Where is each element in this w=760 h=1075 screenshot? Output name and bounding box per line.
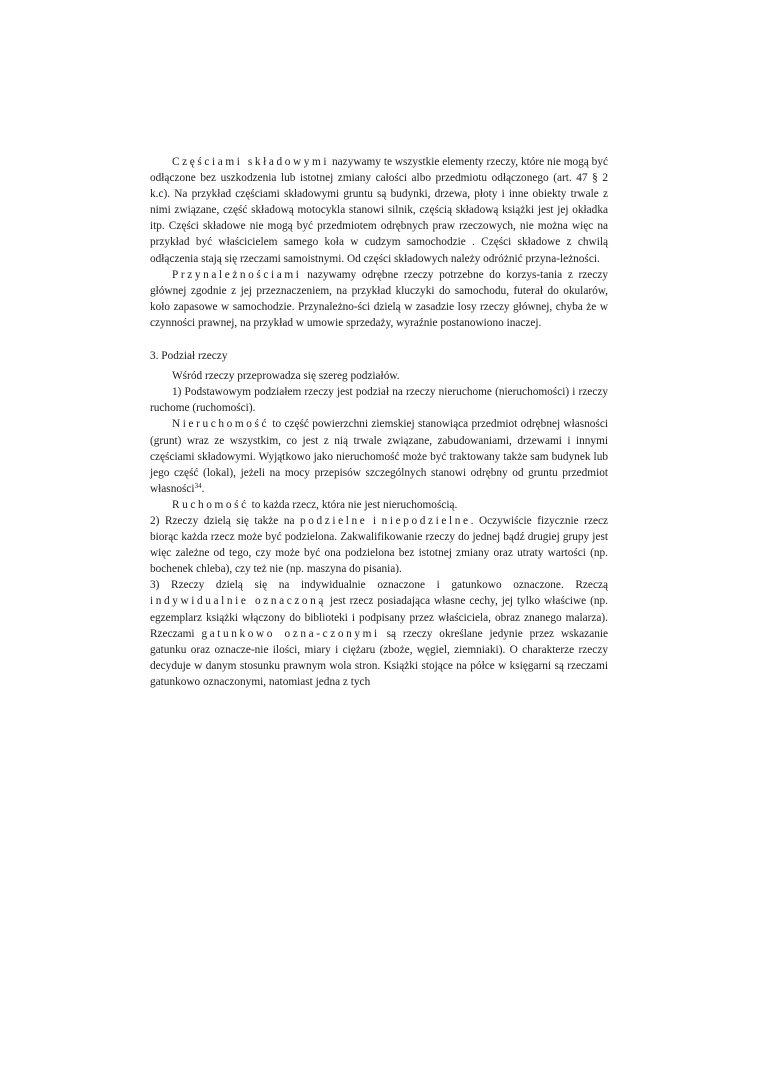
paragraph-text: to każda rzecz, która nie jest nieruchomością.: [248, 498, 458, 511]
paragraph-nieruchomosc: Nieruchomość to część powierzchni ziemskiej stanowiąca przedmiot odrębnej własności (grunt) wraz ze wszystkim, co jest z nią trwale związane, zabudowaniami, drzewami i innymi częściami składowymi. Wyjątkowo jako nieruchomość może być traktowany także sam budynek lub jego część (lokal), jeżeli na mocy przepisów szczególnych stanowi odrębny od gruntu przedmiot własności$^{34}$.: [150, 418, 608, 495]
term-nieruchomosc: Nieruchomość: [172, 418, 270, 431]
document-page: [150, 154, 608, 690]
term-przynaleznosci: Przynależnościami: [172, 268, 302, 281]
paragraph-text: nazywamy odrębne rzeczy potrzebne do korzys-tania z rzeczy głównej zgodnie z jej przeznaczeniem, na przykład kluczyki do samochodu, futerał do okularów, koło zapasowe w samochodzie. Przynależno-ści dzielą w zasadzie losy rzeczy głównej, chyba że w czynności prawnej, na przykład w umowie sprzedaży, wyraźnie postanowiono inaczej.: [150, 268, 608, 329]
footnote-ref[interactable]: 34: [194, 481, 202, 490]
term-podzielne: podzielne: [300, 514, 368, 527]
section-intro: Wśród rzeczy przeprowadza się szereg podziałów.: [172, 370, 400, 383]
list-item-2: 2) Rzeczy dzielą się także na podzielne i niepodzielne. Oczywiście fizycznie rzecz biorąc każda rzecz może być podzielona. Zakwalifikowanie rzeczy do jednej bądź drugiej grupy jest więc zależne od tego, czy może być ona podzielona bez istotnej zmiany oraz utraty wartości (np. bochenek chleba), czy też nie (np. maszyna do pisania).: [150, 514, 609, 576]
term-ruchomosc: Ruchomość: [172, 498, 249, 511]
list-item-1: 1) Podstawowym podziałem rzeczy jest podział na rzeczy nieruchome (nieruchomości) i rzeczy ruchome (ruchomości).: [150, 386, 608, 415]
term-niepodzielne: niepodzielne: [381, 514, 471, 527]
paragraph-text: nazywamy te wszystkie elementy rzeczy, które nie mogą być odłączone bez uszkodzenia lub istotnej zmiany całości albo przedmiotu odłączonego (art. 47 § 2 k.c). Na przykład częściami składowymi gruntu są budynki, drzewa, płoty i inne obiekty trwale z nimi związane, część składową motocykla stanowi silnik, częścią składową książki jest jej okładka itp. Części składowe nie mogą być przedmiotem odrębnych praw rzeczowych, nie można więc na przykład być właścicielem samego koła w cudzym samochodzie . Części składowe z chwilą odłączenia stają się rzeczami samoistnymi. Od części składowych należy odróżnić przyna-leżności.: [150, 156, 608, 265]
paragraph-ruchomosc: [150, 497, 608, 513]
paragraph-przynaleznosci: [150, 267, 608, 331]
term-indywidualnie-oznaczona: indywidualnie oznaczoną: [150, 595, 327, 608]
term-czesci-skladowe: Częściami składowymi: [172, 156, 330, 168]
list-item-3: 3) Rzeczy dzielą się na indywidualnie oznaczone i gatunkowo oznaczone. Rzeczą indywidualnie oznaczoną jest rzecz posiadająca własne cechy, jej tylko właściwe (np. egzemplarz książki włączony do biblioteki i podpisany przez właściciela, obraz znanego malarza). Rzeczami gatunkowo ozna-czonymi są rzeczy określane jedynie przez wskazanie gatunku oraz oznacze-nie ilości, miary i ciężaru (zboże, węgiel, ziemniaki). O charakterze rzeczy decyduje w danym stosunku prawnym wola stron. Książki stojące na półce w księgarni są rzeczami gatunkowo oznaczonymi, natomiast jedna z tych: [150, 579, 609, 688]
paragraph-text: to część powierzchni ziemskiej stanowiąca przedmiot odrębnej własności (grunt) wraz ze wszystkim, co jest z nią trwale związane, zabudowaniami, drzewami i innymi częściami składowymi. Wyjątkowo jako nieruchomość może być traktowany także sam budynek lub jego część (lokal), jeżeli na mocy przepisów szczególnych stanowi odrębny od gruntu przedmiot własności: [150, 418, 608, 495]
term-gatunkowo-oznaczone: gatunkowo ozna-czonymi: [201, 627, 380, 640]
paragraph-czesci-skladowe: [150, 154, 608, 267]
section-heading: 3. Podział rzeczy: [150, 350, 228, 363]
